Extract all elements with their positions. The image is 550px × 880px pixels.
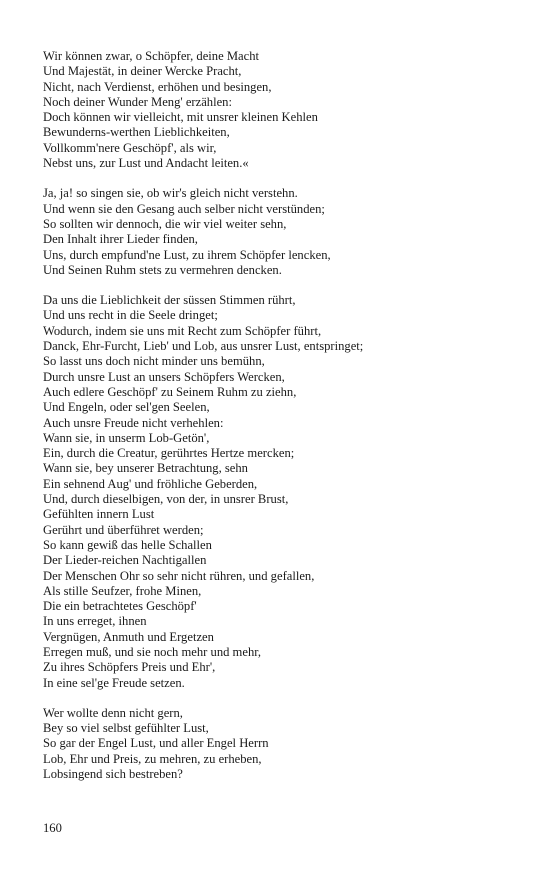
poem-line: So lasst uns doch nicht minder uns bemühn,	[43, 354, 265, 369]
poem-line: Und wenn sie den Gesang auch selber nicht verstünden;	[43, 201, 325, 216]
stanza	[43, 49, 513, 171]
poem-line: Lobsingend sich bestreben?	[43, 767, 183, 782]
poem-line: Und Seinen Ruhm stets zu vermehren dencken.	[43, 262, 282, 277]
poem-line: Nicht, nach Verdienst, erhöhen und besingen,	[43, 79, 272, 94]
stanza	[43, 293, 513, 691]
poem-line: Und uns recht in die Seele dringet;	[43, 308, 218, 323]
stanza-list	[43, 49, 513, 782]
poem-line: Durch unsre Lust an unsers Schöpfers Wercken,	[43, 369, 285, 384]
poem-line: Lob, Ehr und Preis, zu mehren, zu erheben,	[43, 751, 262, 766]
poem-line: Zu ihres Schöpfers Preis und Ehr',	[43, 660, 216, 675]
poem-line: Und Engeln, oder sel'gen Seelen,	[43, 400, 210, 415]
poem-line: Auch unsre Freude nicht verhehlen:	[43, 415, 224, 430]
poem-line: Noch deiner Wunder Meng' erzählen:	[43, 94, 232, 109]
poem-line: Auch edlere Geschöpf' zu Seinem Ruhm zu ziehn,	[43, 384, 297, 399]
poem-line: Uns, durch empfund'ne Lust, zu ihrem Schöpfer lencken,	[43, 247, 331, 262]
poem-line: In uns erreget, ihnen	[43, 614, 147, 629]
poem-line: Erregen muß, und sie noch mehr und mehr,	[43, 644, 262, 659]
poem-line: Wir können zwar, o Schöpfer, deine Macht	[43, 49, 259, 63]
poem-line: Die ein betrachtetes Geschöpf'	[43, 599, 197, 614]
poem-line: Ein, durch die Creatur, gerührtes Hertze mercken;	[43, 446, 295, 461]
poem-line: Bey so viel selbst gefühlter Lust,	[43, 721, 209, 736]
poem-line: Ein sehnend Aug' und fröhliche Geberden,	[43, 476, 258, 491]
poem-line: So kann gewiß das helle Schallen	[43, 537, 212, 552]
poem-line: Wodurch, indem sie uns mit Recht zum Schöpfer führt,	[43, 323, 322, 338]
poem-text	[43, 49, 513, 797]
poem-line: Als stille Seufzer, frohe Minen,	[43, 583, 202, 598]
page-number: 160	[43, 821, 62, 835]
stanza	[43, 706, 513, 782]
poem-line: Danck, Ehr-Furcht, Lieb' und Lob, aus unsrer Lust, entspringet;	[43, 339, 364, 354]
poem-line: Der Lieder-reichen Nachtigallen	[43, 553, 207, 568]
poem-line: Gefühlten innern Lust	[43, 507, 155, 522]
poem-line: Doch können wir vielleicht, mit unsrer kleinen Kehlen	[43, 110, 318, 125]
poem-line: Den Inhalt ihrer Lieder finden,	[43, 232, 198, 247]
poem-line: Gerührt und überführet werden;	[43, 522, 204, 537]
poem-line: Und Majestät, in deiner Wercke Pracht,	[43, 64, 242, 79]
poem-line: So sollten wir dennoch, die wir viel weiter sehn,	[43, 216, 287, 231]
stanza	[43, 186, 513, 278]
poem-line: Ja, ja! so singen sie, ob wir's gleich nicht verstehn.	[43, 186, 298, 201]
poem-line: So gar der Engel Lust, und aller Engel Herrn	[43, 736, 269, 751]
poem-line: Wann sie, in unserm Lob-Getön',	[43, 430, 210, 445]
poem-line: Vergnügen, Anmuth und Ergetzen	[43, 629, 214, 644]
poem-line: Der Menschen Ohr so sehr nicht rühren, und gefallen,	[43, 568, 315, 583]
poem-line: Nebst uns, zur Lust und Andacht leiten.«	[43, 156, 249, 171]
poem-line: Bewunderns-werthen Lieblichkeiten,	[43, 125, 230, 140]
poem-line: Wer wollte denn nicht gern,	[43, 705, 183, 720]
poem-line: Und, durch dieselbigen, von der, in unsrer Brust,	[43, 492, 289, 507]
poem-line: In eine sel'ge Freude setzen.	[43, 675, 185, 690]
poem-line: Da uns die Lieblichkeit der süssen Stimmen rührt,	[43, 293, 296, 308]
poem-line: Vollkomm'nere Geschöpf', als wir,	[43, 140, 217, 155]
poem-line: Wann sie, bey unserer Betrachtung, sehn	[43, 461, 248, 476]
